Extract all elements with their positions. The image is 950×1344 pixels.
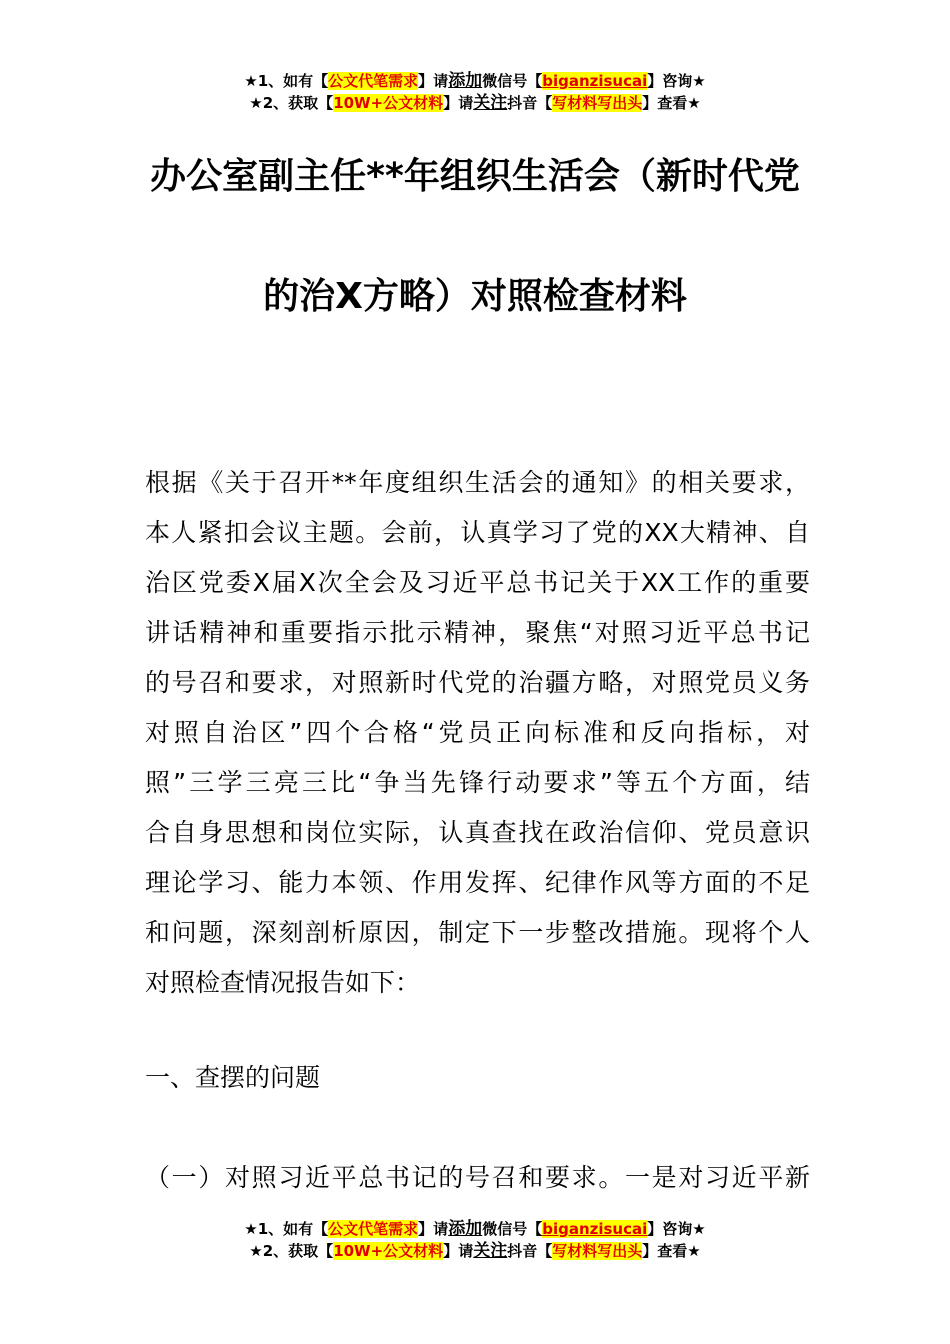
paragraph-line: 讲话精神和重要指示批示精神，聚焦“对照习近平总书记 [145,618,810,647]
section-heading: 一、查摆的问题 [145,1063,321,1092]
wechat-id-link[interactable]: biganzisucai [542,1220,648,1238]
banner-text: ★1、如有【 [244,72,329,90]
banner-text: 】请 [418,72,449,90]
banner-highlight: 公文代笔需求 [328,1220,419,1238]
banner-text: 微信号【 [482,1220,543,1238]
banner-text: 抖音【 [507,94,553,112]
douyin-account-highlight: 写材料写出头 [552,94,643,112]
paragraph-line: 本人紧扣会议主题。会前，认真学习了党的XX大精神、自 [145,518,810,547]
paragraph-line: 根据《关于召开**年度组织生活会的通知》的相关要求， [145,468,810,497]
banner-text: 】请 [418,1220,449,1238]
paragraph-line: 对照自治区”四个合格“党员正向标准和反向指标，对 [145,718,810,747]
banner-emphasis: 关注 [473,1241,508,1261]
paragraph-line: 照”三学三亮三比“争当先锋行动要求”等五个方面，结 [145,768,810,797]
banner-line-2 [0,1240,950,1262]
douyin-account-highlight: 写材料写出头 [552,1242,643,1260]
banner-text: 微信号【 [482,72,543,90]
banner-emphasis: 添加 [448,1219,483,1239]
banner-line-1 [0,1218,950,1240]
paragraph-line: 对照检查情况报告如下： [145,968,421,997]
banner-text: 抖音【 [507,1242,553,1260]
banner-emphasis: 关注 [473,93,508,113]
header-banner [0,70,950,114]
banner-text: 】咨询★ [647,72,706,90]
subsection-heading: （一）对照习近平总书记的号召和要求。一是对习近平新 [145,1163,810,1192]
banner-text: ★1、如有【 [244,1220,329,1238]
banner-emphasis: 添加 [448,71,483,91]
footer-banner [0,1218,950,1262]
intro-paragraph [145,458,810,1008]
banner-text: 】查看★ [642,94,701,112]
document-title-line-2: 的治X方略）对照检查材料 [263,276,687,317]
banner-text: 】查看★ [642,1242,701,1260]
banner-text: ★2、获取【 [249,1242,334,1260]
wechat-id-link[interactable]: biganzisucai [542,72,648,90]
paragraph-line: 治区党委X届X次全会及习近平总书记关于XX工作的重要 [145,568,810,597]
paragraph-line: 合自身思想和岗位实际，认真查找在政治信仰、党员意识 [145,818,810,847]
banner-line-2 [0,92,950,114]
banner-text: ★2、获取【 [249,94,334,112]
banner-highlight: 公文代笔需求 [328,72,419,90]
banner-text: 】咨询★ [647,1220,706,1238]
document-title-line-1: 办公室副主任**年组织生活会（新时代党 [150,156,800,197]
banner-highlight: 10W+公文材料 [333,94,444,112]
banner-line-1 [0,70,950,92]
paragraph-line: 的号召和要求，对照新时代党的治疆方略，对照党员义务 [145,668,810,697]
banner-highlight: 10W+公文材料 [333,1242,444,1260]
banner-text: 】请 [443,94,474,112]
paragraph-line: 和问题，深刻剖析原因，制定下一步整改措施。现将个人 [145,918,810,947]
banner-text: 】请 [443,1242,474,1260]
paragraph-line: 理论学习、能力本领、作用发挥、纪律作风等方面的不足 [145,868,810,897]
